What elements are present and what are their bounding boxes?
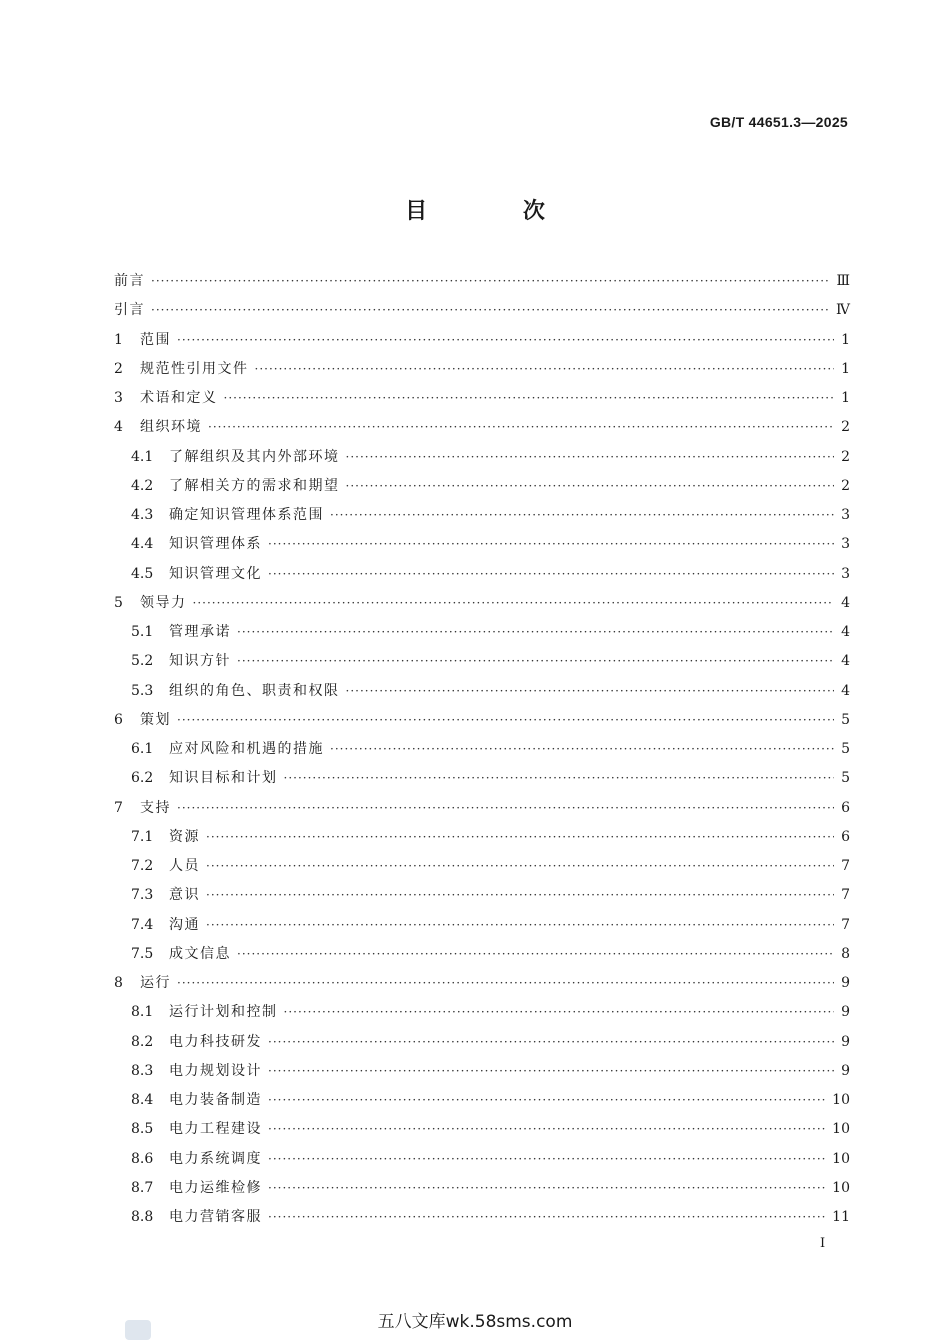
- toc-entry-page: 1: [841, 331, 850, 348]
- toc-entry-label: 管理承诺: [169, 624, 231, 640]
- toc-entry-label: 组织的角色、职责和权限: [169, 682, 340, 699]
- toc-entry-page: 10: [832, 1150, 850, 1167]
- toc-entry-number: 8.6: [131, 1150, 154, 1167]
- toc-entry-label: 运行计划和控制: [169, 1004, 278, 1021]
- toc-entry-label: 知识目标和计划: [169, 770, 278, 787]
- toc-entry-number: 6.1: [131, 741, 154, 757]
- toc-entry-label: 范围: [140, 331, 171, 348]
- toc-leader-dots: [255, 362, 835, 376]
- toc-entry[interactable]: [114, 504, 850, 533]
- standard-code: GB/T 44651.3—2025: [709, 114, 848, 130]
- toc-entry[interactable]: [114, 475, 850, 504]
- toc-entry[interactable]: [114, 416, 850, 445]
- toc-entry-label: 确定知识管理体系范围: [169, 507, 324, 523]
- toc-entry-number: 8.1: [131, 1004, 154, 1021]
- toc-entry-number: 7.4: [131, 916, 154, 933]
- toc-leader-dots: [268, 1181, 826, 1195]
- toc-entry[interactable]: [114, 1177, 850, 1206]
- toc-entry-page: 2: [841, 419, 850, 436]
- toc-entry-number: 5.3: [131, 682, 154, 699]
- toc-leader-dots: [237, 947, 834, 961]
- toc-leader-dots: [268, 567, 834, 581]
- toc-entry[interactable]: [114, 621, 850, 650]
- toc-entry[interactable]: [114, 592, 850, 621]
- toc-leader-dots: [224, 391, 835, 405]
- toc-entry-page: 8: [841, 945, 850, 962]
- page-title: 目 次: [405, 199, 589, 224]
- toc-entry-label: 支持: [140, 799, 171, 816]
- toc-entry-number: 5.2: [131, 653, 154, 670]
- toc-entry-number: 8.3: [131, 1062, 154, 1079]
- toc-entry[interactable]: [114, 767, 850, 796]
- toc-entry-page: 5: [841, 711, 850, 728]
- toc-leader-dots: [177, 713, 834, 727]
- toc-entry-page: 2: [841, 477, 850, 494]
- toc-entry-number: 6.2: [131, 770, 154, 787]
- toc-entry-number: 8.7: [131, 1179, 154, 1196]
- toc-entry-number: 3: [114, 390, 123, 406]
- toc-entry-page: 5: [841, 770, 850, 787]
- toc-entry[interactable]: [114, 680, 850, 709]
- table-of-contents: [114, 270, 850, 1235]
- toc-entry[interactable]: [114, 1060, 850, 1089]
- toc-entry-number: 2: [114, 360, 123, 377]
- toc-entry[interactable]: [114, 855, 850, 884]
- toc-entry-label: 电力营销客服: [169, 1209, 262, 1225]
- toc-entry-number: 8.2: [131, 1033, 154, 1050]
- toc-entry-label: 了解相关方的需求和期望: [169, 477, 340, 494]
- toc-entry-page: 7: [841, 916, 850, 933]
- toc-entry[interactable]: [114, 1148, 850, 1177]
- toc-entry-label: 电力系统调度: [169, 1150, 262, 1167]
- toc-entry-label: 策划: [140, 711, 171, 728]
- toc-entry-label: 成文信息: [169, 945, 231, 962]
- toc-leader-dots: [268, 1152, 826, 1166]
- toc-entry-number: 4.3: [131, 507, 154, 523]
- toc-entry-page: 6: [841, 799, 850, 816]
- toc-entry-page: 4: [841, 624, 850, 640]
- toc-entry-number: 8.5: [131, 1121, 154, 1138]
- toc-entry-page: 10: [832, 1179, 850, 1196]
- toc-entry-label: 引言: [114, 302, 145, 319]
- toc-entry[interactable]: [114, 1118, 850, 1147]
- toc-entry[interactable]: [114, 826, 850, 855]
- toc-leader-dots: [151, 303, 830, 317]
- toc-entry-number: 7.5: [131, 945, 154, 962]
- toc-entry-label: 规范性引用文件: [140, 360, 249, 377]
- toc-entry[interactable]: [114, 914, 850, 943]
- toc-leader-dots: [237, 654, 834, 668]
- toc-entry-number: 5: [114, 594, 123, 611]
- toc-entry-page: 9: [841, 975, 850, 991]
- toc-entry-page: Ⅳ: [836, 302, 850, 319]
- toc-leader-dots: [346, 684, 835, 698]
- toc-entry-label: 前言: [114, 273, 145, 289]
- toc-entry-label: 领导力: [140, 594, 187, 611]
- toc-entry-label: 资源: [169, 828, 200, 845]
- toc-entry-number: 7.3: [131, 887, 154, 904]
- toc-leader-dots: [268, 1064, 834, 1078]
- toc-entry-page: 7: [841, 887, 850, 904]
- toc-leader-dots: [177, 333, 834, 347]
- toc-entry[interactable]: [114, 797, 850, 826]
- toc-entry-page: 7: [841, 858, 850, 874]
- toc-entry-label: 术语和定义: [140, 390, 218, 406]
- toc-entry-page: 9: [841, 1033, 850, 1050]
- toc-entry-number: 5.1: [131, 624, 154, 640]
- toc-leader-dots: [206, 830, 834, 844]
- toc-entry-number: 8.4: [131, 1092, 154, 1108]
- toc-entry-number: 6: [114, 711, 123, 728]
- toc-entry-page: 2: [841, 448, 850, 465]
- toc-entry-label: 电力工程建设: [169, 1121, 262, 1138]
- toc-leader-dots: [206, 888, 834, 902]
- toc-entry-number: 1: [114, 331, 123, 348]
- toc-entry-page: Ⅲ: [836, 273, 850, 289]
- toc-entry[interactable]: [114, 1031, 850, 1060]
- toc-entry-label: 知识方针: [169, 653, 231, 670]
- toc-leader-dots: [151, 274, 830, 288]
- toc-entry-number: 7: [114, 799, 123, 816]
- toc-entry-page: 10: [832, 1121, 850, 1138]
- toc-entry-label: 应对风险和机遇的措施: [169, 741, 324, 757]
- toc-entry[interactable]: [114, 299, 850, 328]
- toc-entry-label: 电力运维检修: [169, 1179, 262, 1196]
- toc-entry-number: 4.4: [131, 536, 154, 553]
- toc-entry-number: 8: [114, 975, 123, 991]
- toc-entry[interactable]: [114, 1089, 850, 1118]
- toc-entry-label: 沟通: [169, 916, 200, 933]
- toc-entry-number: 7.2: [131, 858, 154, 874]
- toc-entry[interactable]: [114, 329, 850, 358]
- toc-entry-page: 9: [841, 1004, 850, 1021]
- toc-entry-label: 知识管理体系: [169, 536, 262, 553]
- toc-leader-dots: [206, 918, 834, 932]
- toc-entry[interactable]: [114, 1001, 850, 1030]
- toc-entry-number: 8.8: [131, 1209, 154, 1225]
- toc-entry-page: 9: [841, 1062, 850, 1079]
- toc-leader-dots: [177, 976, 834, 990]
- toc-entry-label: 运行: [140, 975, 171, 991]
- toc-entry[interactable]: [114, 650, 850, 679]
- toc-leader-dots: [330, 508, 834, 522]
- toc-entry-page: 11: [832, 1209, 850, 1225]
- toc-entry-page: 5: [841, 741, 850, 757]
- toc-entry[interactable]: [114, 563, 850, 592]
- toc-leader-dots: [268, 1210, 826, 1224]
- toc-leader-dots: [330, 742, 834, 756]
- toc-entry[interactable]: [114, 884, 850, 913]
- toc-entry[interactable]: [114, 533, 850, 562]
- toc-leader-dots: [268, 1093, 826, 1107]
- toc-entry-label: 了解组织及其内外部环境: [169, 448, 340, 465]
- toc-entry-number: 4: [114, 419, 123, 436]
- toc-entry-number: 4.5: [131, 565, 154, 582]
- toc-leader-dots: [268, 537, 834, 551]
- toc-entry-label: 电力科技研发: [169, 1033, 262, 1050]
- toc-entry[interactable]: [114, 972, 850, 1001]
- toc-leader-dots: [284, 1005, 835, 1019]
- toc-entry-page: 3: [841, 536, 850, 553]
- toc-entry-number: 4.2: [131, 477, 154, 494]
- toc-entry-page: 1: [841, 360, 850, 377]
- toc-entry-number: 4.1: [131, 448, 154, 465]
- toc-entry-number: 7.1: [131, 828, 154, 845]
- toc-entry-label: 组织环境: [140, 419, 202, 436]
- toc-entry[interactable]: [114, 1206, 850, 1235]
- page-folio: I: [820, 1236, 826, 1251]
- toc-entry-page: 10: [832, 1092, 850, 1108]
- toc-entry-label: 电力装备制造: [169, 1092, 262, 1108]
- toc-entry-label: 意识: [169, 887, 200, 904]
- toc-entry[interactable]: [114, 270, 850, 299]
- toc-leader-dots: [346, 450, 835, 464]
- toc-entry-label: 人员: [169, 858, 200, 874]
- toc-entry-page: 1: [841, 390, 850, 406]
- toc-entry-label: 知识管理文化: [169, 565, 262, 582]
- toc-leader-dots: [177, 801, 834, 815]
- toc-leader-dots: [206, 859, 834, 873]
- toc-leader-dots: [193, 596, 835, 610]
- toc-entry[interactable]: [114, 943, 850, 972]
- toc-leader-dots: [237, 625, 834, 639]
- toc-leader-dots: [268, 1122, 826, 1136]
- toc-entry[interactable]: [114, 387, 850, 416]
- toc-entry[interactable]: [114, 446, 850, 475]
- toc-entry[interactable]: [114, 709, 850, 738]
- toc-entry-page: 3: [841, 565, 850, 582]
- toc-entry-page: 6: [841, 828, 850, 845]
- toc-leader-dots: [346, 479, 835, 493]
- toc-entry-page: 3: [841, 507, 850, 523]
- toc-entry-page: 4: [841, 653, 850, 670]
- toc-entry-page: 4: [841, 682, 850, 699]
- watermark-text: 五八文库wk.58sms.com: [377, 1312, 573, 1332]
- toc-leader-dots: [208, 420, 834, 434]
- toc-entry[interactable]: [114, 358, 850, 387]
- toc-entry-label: 电力规划设计: [169, 1062, 262, 1079]
- toc-leader-dots: [268, 1035, 834, 1049]
- toc-entry[interactable]: [114, 738, 850, 767]
- toc-entry-page: 4: [841, 594, 850, 611]
- toc-leader-dots: [284, 771, 835, 785]
